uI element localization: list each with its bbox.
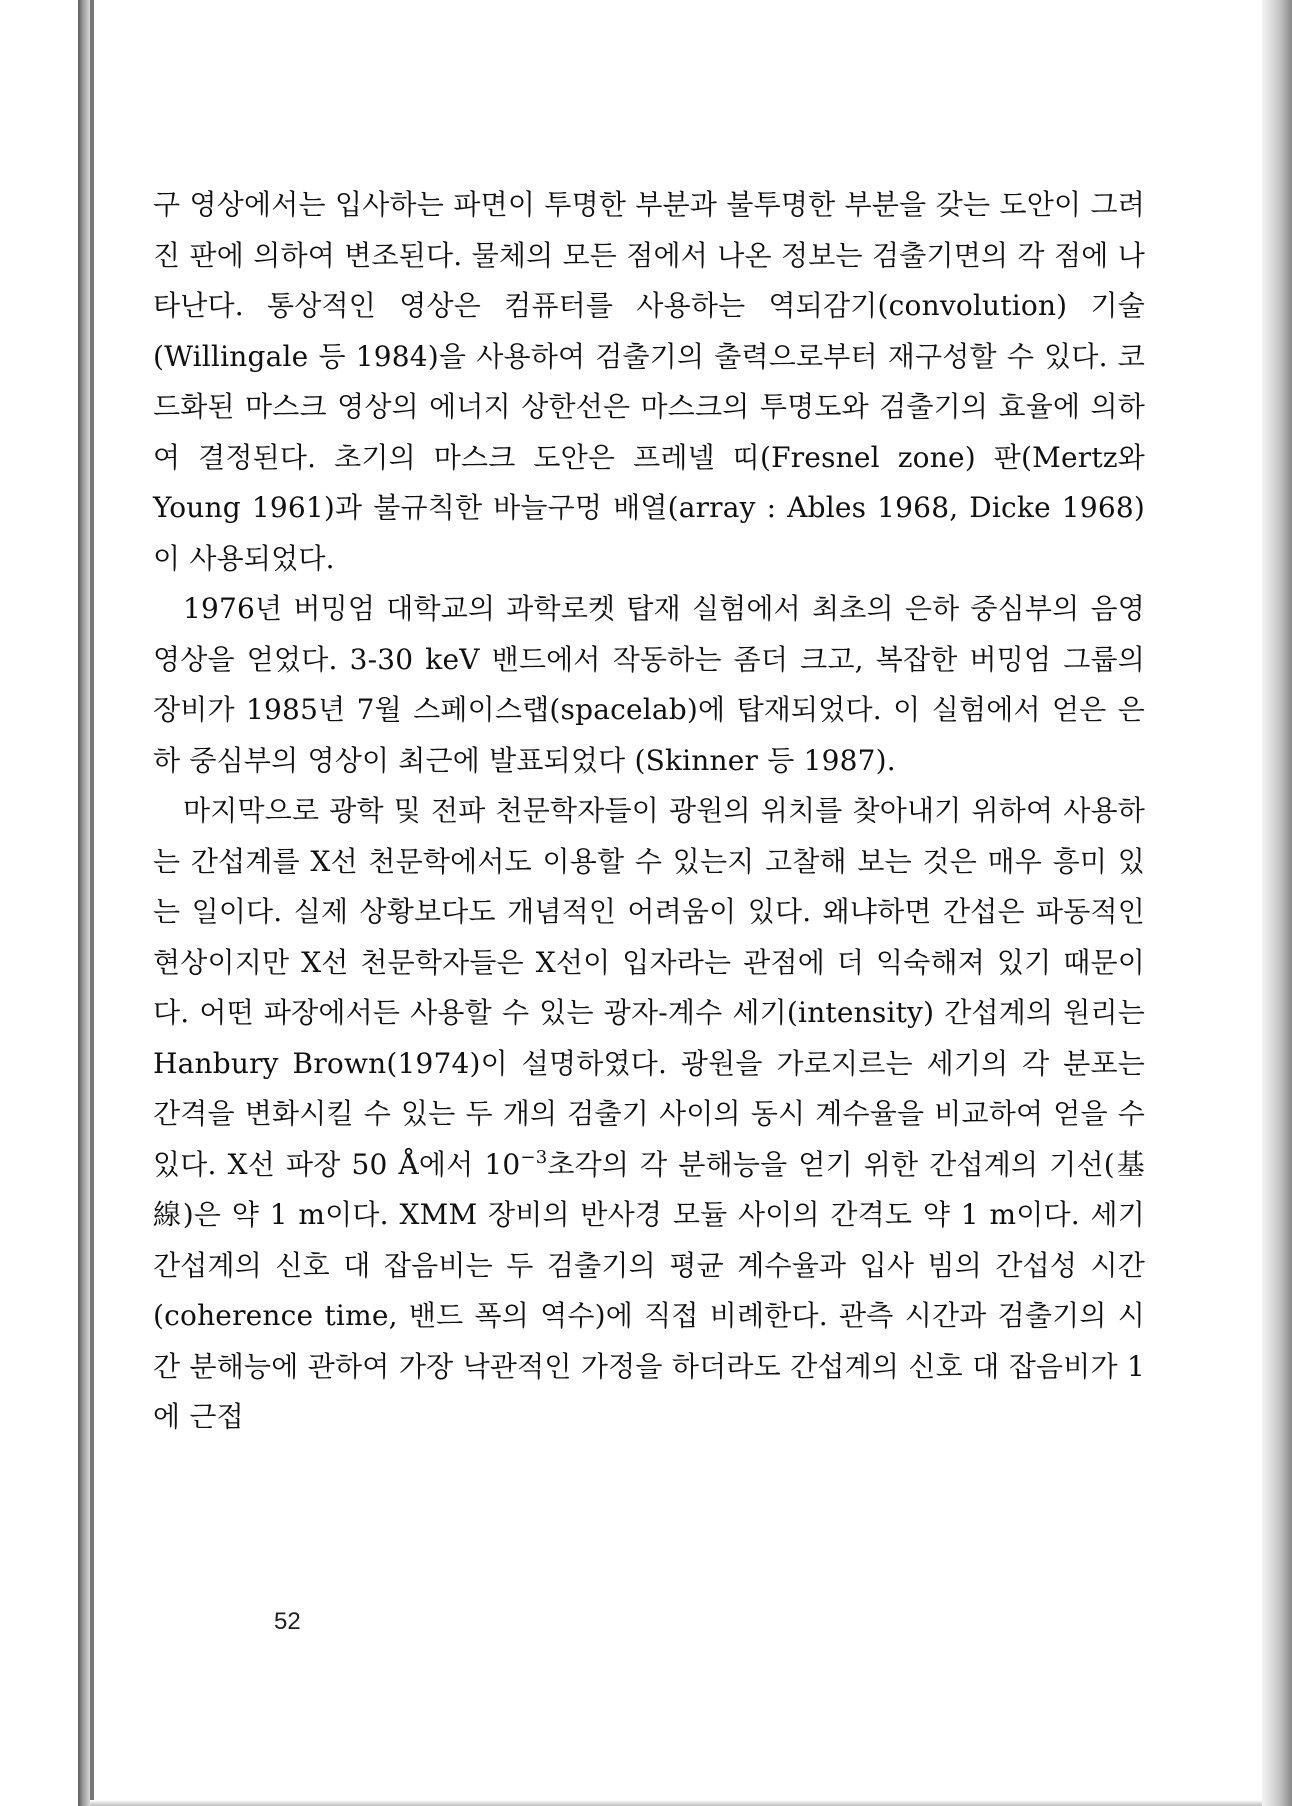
book-bottom-edge bbox=[90, 1800, 1262, 1806]
page-number: 52 bbox=[274, 1608, 301, 1635]
paragraph-3-text-part1: 마지막으로 광학 및 전파 천문학자들이 광원의 위치를 찾아내기 위하여 사용하는 간섭계를 X선 천문학에서도 이용할 수 있는지 고찰해 보는 것은 매우 흥미 있는 일이다. 실제 상황보다도 개념적인 어려움이 있다. 왜냐하면 간섭은 파동적인 현상이지만 X선 천문학자들은 X선이 입자라는 관점에 더 익숙해져 있기 때문이다. 어떤 파장에서든 사용할 수 있는 광자-계수 세기(intensity) 간섭계의 원리는 Hanbury Brown(1974)이 설명하였다. 광원을 가로지르는 세기의 각 분포는 간격을 변화시킬 수 있는 두 개의 검출기 사이의 동시 계수율을 비교하여 얻을 수 있다. X선 파장 50 Å에서 10 bbox=[153, 794, 1145, 1181]
paragraph-2 bbox=[153, 584, 1145, 786]
paragraph-2-text: 1976년 버밍엄 대학교의 과학로켓 탑재 실험에서 최초의 은하 중심부의 음영 영상을 얻었다. 3-30 keV 밴드에서 작동하는 좀더 크고, 복잡한 버밍엄 그룹의 장비가 1985년 7월 스페이스랩(spacelab)에 탑재되었다. 이 실험에서 얻은 은하 중심부의 영상이 최근에 발표되었다 (Skinner 등 1987). bbox=[153, 592, 1145, 777]
book-right-edge bbox=[1262, 0, 1292, 1806]
paragraph-3 bbox=[153, 786, 1145, 1443]
paragraph-3-text-part2: 초각의 각 분해능을 얻기 위한 간섭계의 기선(基線)은 약 1 m이다. XMM 장비의 반사경 모듈 사이의 간격도 약 1 m이다. 세기 간섭계의 신호 대 잡음비는 두 검출기의 평균 계수율과 입사 빔의 간섭성 시간(coherence time, 밴드 폭의 역수)에 직접 비례한다. 관측 시간과 검출기의 시간 분해능에 관하여 가장 낙관적인 가정을 하더라도 간섭계의 신호 대 잡음비가 1에 근접 bbox=[153, 1147, 1145, 1433]
book-gutter-edge bbox=[78, 0, 90, 1806]
exponent-superscript: −3 bbox=[520, 1146, 548, 1168]
paragraph-1-text: 구 영상에서는 입사하는 파면이 투명한 부분과 불투명한 부분을 갖는 도안이 그려진 판에 의하여 변조된다. 물체의 모든 점에서 나온 정보는 검출기면의 각 점에 나타난다. 통상적인 영상은 컴퓨터를 사용하는 역되감기(convolution) 기술(Willingale 등 1984)을 사용하여 검출기의 출력으로부터 재구성할 수 있다. 코드화된 마스크 영상의 에너지 상한선은 마스크의 투명도와 검출기의 효율에 의하여 결정된다. 초기의 마스크 도안은 프레넬 띠(Fresnel zone) 판(Mertz와 Young 1961)과 불규칙한 바늘구멍 배열(array : Ables 1968, Dicke 1968)이 사용되었다. bbox=[153, 188, 1145, 575]
body-text bbox=[153, 180, 1145, 1443]
paragraph-1 bbox=[153, 180, 1145, 584]
